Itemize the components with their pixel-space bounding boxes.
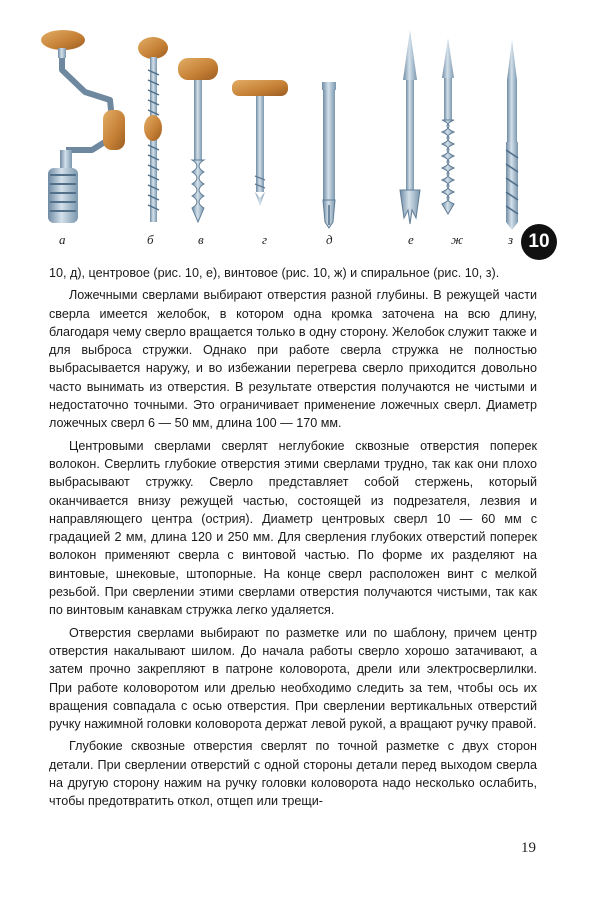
letter-g: г xyxy=(262,232,268,247)
tool-a-brace xyxy=(41,30,125,223)
tools-drawing xyxy=(0,0,600,262)
tool-d-spoon-bit xyxy=(322,82,336,228)
letter-d: д xyxy=(326,232,333,247)
figure-letter-labels xyxy=(0,228,600,248)
letter-b: б xyxy=(147,232,154,247)
figure-number-badge: 10 xyxy=(521,224,557,260)
letter-v: в xyxy=(198,232,204,247)
tool-g-gimlet xyxy=(232,80,288,206)
page-number: 19 xyxy=(521,840,536,856)
letter-z: з xyxy=(508,232,514,247)
letter-zh: ж xyxy=(451,232,464,247)
paragraph-continuation: 10, д), центровое (рис. 10, е), винтовое (рис. 10, ж) и спиральное (рис. 10, з). xyxy=(49,266,500,280)
paragraph-center-bits: Центровыми сверлами сверлят неглубокие сквозные отверстия поперек волокон. Сверлить глубокие отверстия этими сверлами трудно, так как они плохо выбрасывают стружку. Сверло представляет собой стержень, который оканчивается внизу режущей частью, состоящей из подрезателя, лезвия и направляющего центра (острия). Диаметр центровых сверл 10 — 60 мм с градацией 2 мм, длина 120 и 250 мм. Для сверления глубоких отверстий поперек волокон применяют сверла с винтовой частью. По форме их разделяют на винтовые, шнековые, штопорные. На конце сверл расположен винт с мелкой резьбой. При сверлении этими сверлами отверстия получаются чистыми, так как по винтовым канавкам стружка легко удаляется. xyxy=(49,438,537,618)
body-text xyxy=(49,264,537,815)
tool-z-twist-drill xyxy=(506,40,518,230)
letter-a: а xyxy=(59,232,66,247)
tool-zh-auger-bit xyxy=(442,38,454,214)
paragraph-marking: Отверстия сверлами выбирают по разметке или по шаблону, причем центр отверстия накалывают шилом. До начала работы сверло хорошо затачивают, а затем прочно закрепляют в патроне коловорота, дрели или электросверлилки. При работе коловоротом или дрелью необходимо следить за тем, чтобы ось их вращения совпадала с осью отверстия. При сверлении вертикальных отверстий ручку нажимной головки коловорота держат левой рукой, а вращают ручку правой. xyxy=(49,625,537,732)
tool-b-push-drill xyxy=(138,37,168,222)
paragraph-spoon-bits: Ложечными сверлами выбирают отверстия разной глубины. В режущей части сверла имеется желобок, в котором одна кромка заточена на всю длину, благодаря чему сверло вращается только в одну сторону. Желобок служит также и для выброса стружки. Однако при работе сверла стружка не полностью выбрасывается наружу, и во избежании перегрева сверло приходится довольно часто вынимать из отверстия. В результате отверстия получаются не чистыми и недостаточно точными. Это ограничивает применение ложечных сверл. Диаметр ложечных сверл 6 — 50 мм, длина 100 — 170 мм. xyxy=(49,288,537,431)
tool-e-center-bit xyxy=(400,30,420,224)
letter-e: е xyxy=(408,232,414,247)
paragraph-deep-holes: Глубокие сквозные отверстия сверлят по точной разметке с двух сторон детали. При сверлении отверстий с одной стороны детали перед выходом сверла на другую сторону нажим на ручку головки коловорота надо несколько ослабить, чтобы предотвратить откол, отщеп или трещи- xyxy=(49,739,537,809)
tools-illustration xyxy=(0,0,600,262)
tool-v-auger xyxy=(178,58,218,222)
